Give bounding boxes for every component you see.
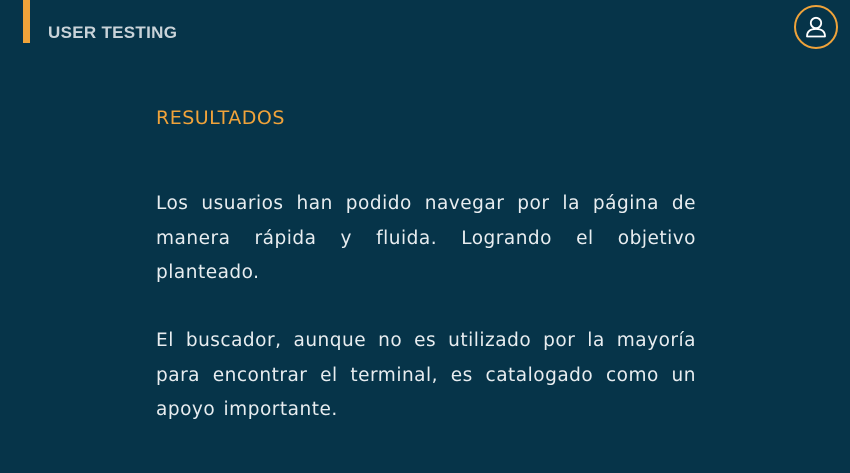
user-avatar-button[interactable] [794, 5, 838, 49]
results-paragraph-1: Los usuarios han podido navegar por la página de manera rápida y fluida. Logrando el objetivo planteado. [156, 193, 696, 283]
results-heading: RESULTADOS [156, 107, 285, 129]
results-paragraph-2: El buscador, aunque no es utilizado por la mayoría para encontrar el terminal, es catalogado como un apoyo importante. [156, 330, 696, 420]
user-icon [804, 15, 828, 39]
section-title: USER TESTING [48, 23, 178, 42]
accent-bar [23, 0, 30, 43]
